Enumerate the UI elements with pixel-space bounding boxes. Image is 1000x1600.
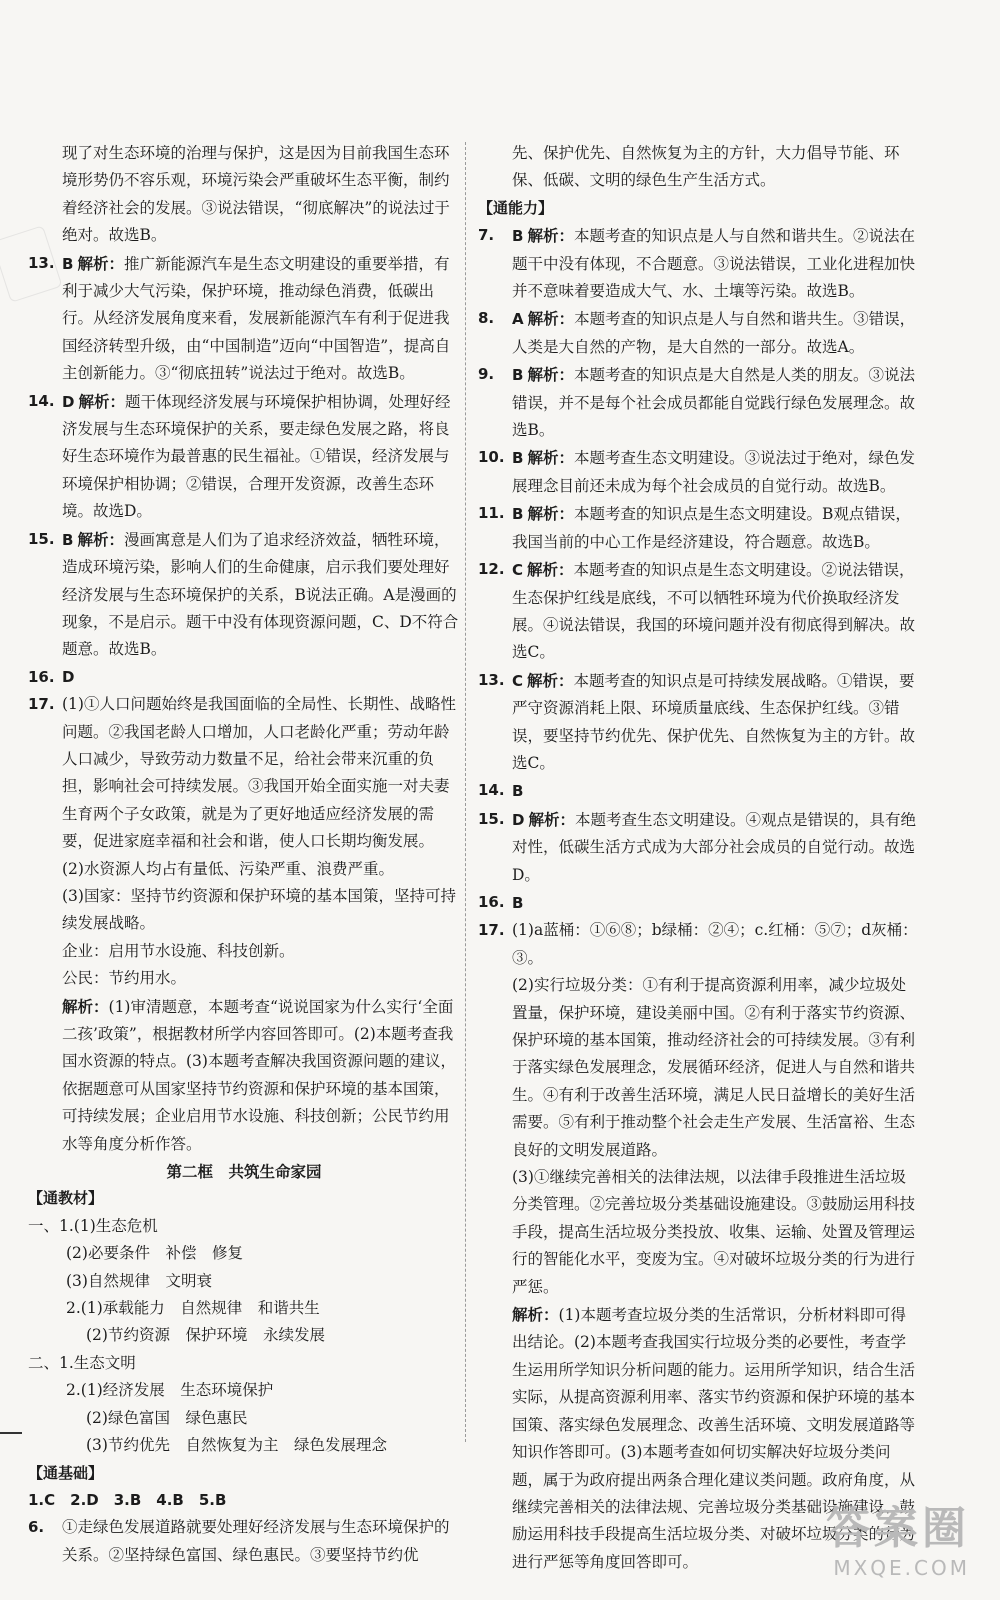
answer-item: 11. B 解析：本题考查的知识点是生态文明建设。B观点错误，我国当前的中心工作是经济建设，符合题意。故选B。: [478, 504, 911, 551]
answer-item: 9. B 解析：本题考查的知识点是大自然是人类的朋友。③说法错误，并不是每个社会成员都能自觉践行绿色发展理念。故选B。: [478, 365, 916, 440]
page-edge-mark: [0, 1432, 22, 1434]
answer-item: 14. B: [478, 781, 524, 801]
answer-6: 6. ①走绿色发展道路就要处理好经济发展与生态环境保护的关系。②坚持绿色富国、绿色惠民。③要坚持节约优: [28, 1518, 450, 1564]
textbook-answer-line: 一、1.(1)生态危机: [28, 1216, 158, 1235]
section-tong-jichu: 【通基础】: [28, 1463, 104, 1482]
section-tong-nengli: 【通能力】: [478, 198, 554, 217]
left-column: [28, 140, 460, 1569]
lesson-title: 第二框 共筑生命家园: [166, 1162, 322, 1182]
ability-answer-list: [478, 222, 918, 917]
textbook-answer-line: (3)自然规律 文明衰: [66, 1271, 212, 1290]
textbook-answer-line: (2)绿色富国 绿色惠民: [86, 1408, 248, 1427]
textbook-answer-line: (2)节约资源 保护环境 永续发展: [86, 1326, 325, 1345]
answer-item: 7. B 解析：本题考查的知识点是人与自然和谐共生。②说法在题干中没有体现，不合题意。③说法错误，工业化进程加快并不意味着要造成大气、水、土壤等污染。故选B。: [478, 226, 916, 301]
q12-continuation: 现了对生态环境的治理与保护，这是因为目前我国生态环境形势仍不容乐观，环境污染会严重破坏生态平衡，制约着经济社会的发展。③说法错误，“彻底解决”的说法过于绝对。故选B。: [62, 144, 450, 245]
answer-17-right: 17. (1)a蓝桶：①⑥⑧；b绿桶：②④；c.红桶：⑤⑦；d灰桶：③。 (2)实行垃圾分类：①有利于提高资源利用率，减少垃圾处置量，保护环境，建设美丽中国。②有利于落实节约资源、保护环境的基本国策，推动经济社会的可持续发展。③有利于落实绿色发展理念，发展循环经济，促进人与自然和谐共生。④有利于改善生活环境，满足人民日益增长的美好生活需要。⑤有利于推动整个社会走生产发展、生活富裕、生态良好的文明发展道路。 (3)①继续完善相关的法律法规，以法律手段推进生活垃圾分类管理。②完善垃圾分类基础设施建设。③鼓励运用科技手段，提高生活垃圾分类投放、收集、运输、处置及管理运行的智能化水平，变废为宝。④对破坏垃圾分类的行为进行严惩。 解析：(1)本题考查垃圾分类的生活常识，分析材料即可得出结论。(2)本题考查我国实行垃圾分类的必要性，考查学生运用所学知识分析问题的能力。运用所学知识，结合生活实际，从提高资源利用率、落实节约资源和保护环境的基本国策、落实绿色发展理念、改善生活环境、文明发展道路等知识作答即可。(3)本题考查如何切实解决好垃圾分类问题，属于为政府提出两条合理化建议类问题。政府角度，从继续完善相关的法律法规、完善垃圾分类基础设施建设、鼓励运用科技手段提高生活垃圾分类、对破坏垃圾分类的行为进行严惩等角度回答即可。: [478, 921, 918, 1571]
q6-continuation: 先、保护优先、自然恢复为主的方针，大力倡导节能、环保、低碳、文明的绿色生产生活方式。: [512, 144, 900, 190]
answer-item: 10. B 解析：本题考查生态文明建设。③说法过于绝对，绿色发展理念目前还未成为每个社会成员的自觉行动。故选B。: [478, 448, 915, 495]
answer-item: 16. B: [478, 892, 524, 912]
section-tong-jiaocai: 【通教材】: [28, 1189, 104, 1208]
textbook-answer-line: (2)必要条件 补偿 修复: [66, 1244, 243, 1263]
answer-13: 13. B 解析：推广新能源汽车是生态文明建设的重要举措，有利于减少大气污染，保护环境，推动绿色消费，低碳出行。从经济发展角度来看，发展新能源汽车有利于促进我国经济转型升级，由“中国制造”迈向“中国智造”，提高自主创新能力。③“彻底扭转”说法过于绝对。故选B。: [28, 253, 451, 383]
textbook-answer-line: 2.(1)经济发展 生态环境保护: [66, 1381, 274, 1400]
textbook-answer-list: [28, 1213, 460, 1460]
answer-item: 8. A 解析：本题考查的知识点是人与自然和谐共生。③错误，人类是大自然的产物，是大自然的一部分。故选A。: [478, 309, 916, 356]
right-column: [478, 140, 918, 1576]
answer-16: 16. D: [28, 667, 75, 686]
textbook-answer-line: 2.(1)承载能力 自然规律 和谐共生: [66, 1299, 320, 1318]
answer-15: 15. B 解析：漫画寓意是人们为了追求经济效益，牺牲环境，造成环境污染，影响人们的生命健康，启示我们要处理好经济发展与生态环境保护的关系，B说法正确。A是漫画的现象，不是启示。题干中没有体现资源问题，C、D不符合题意。故选B。: [28, 529, 459, 659]
textbook-answer-line: 二、1.生态文明: [28, 1353, 136, 1372]
column-divider: [465, 142, 466, 1442]
answer-item: 15. D 解析：本题考查生态文明建设。④观点是错误的，具有绝对性，低碳生活方式成为大部分社会成员的自觉行动。故选D。: [478, 809, 916, 884]
answer-item: 12. C 解析：本题考查的知识点是生态文明建设。②说法错误，生态保护红线是底线，不可以牺牲环境为代价换取经济发展。④说法错误，我国的环境问题并没有彻底得到解决。故选C。: [478, 560, 916, 662]
answer-17: 17. (1)①人口问题始终是我国面临的全局性、长期性、战略性问题。②我国老龄人口增加，人口老龄化严重；劳动年龄人口减少，导致劳动力数量不足，给社会带来沉重的负担，影响社会可持续发展。③我国开始全面实施一对夫妻生育两个子女政策，就是为了更好地适应经济发展的需要，促进家庭幸福和社会和谐，使人口长期均衡发展。 (2)水资源人均占有量低、污染严重、浪费严重。 (3)国家：坚持节约资源和保护环境的基本国策，坚持可持续发展战略。 企业：启用节水设施、科技创新。 公民：节约用水。 解析：(1)审清题意，本题考查“说说国家为什么实行‘全面二孩’政策”，根据教材所学内容回答即可。(2)本题考查我国水资源的特点。(3)本题考查解决我国资源问题的建议，依据题意可从国家坚持节约资源和保护环境的基本国策，可持续发展；企业启用节水设施、科技创新；公民节约用水等角度分析作答。: [28, 695, 456, 1153]
answer-item: 13. C 解析：本题考查的知识点是可持续发展战略。①错误，要严守资源消耗上限、环境质量底线、生态保护红线。③错误，要坚持节约优先、保护优先、自然恢复为主的方针。故选C。: [478, 670, 916, 772]
answer-14: 14. D 解析：题干体现经济发展与环境保护相协调，处理好经济发展与生态环境保护的关系，要走绿色发展之路，将良好生态环境作为最普惠的民生福祉。①错误，经济发展与环境保护相协调；②错误，合理开发资源，改善生态环境。故选D。: [28, 391, 451, 521]
site-watermark: 答案圈 MXQE.COM: [826, 1503, 970, 1580]
basic-answers: 1.C 2.D 3.B 4.B 5.B: [28, 1490, 227, 1509]
textbook-answer-line: (3)节约优先 自然恢复为主 绿色发展理念: [86, 1436, 387, 1455]
